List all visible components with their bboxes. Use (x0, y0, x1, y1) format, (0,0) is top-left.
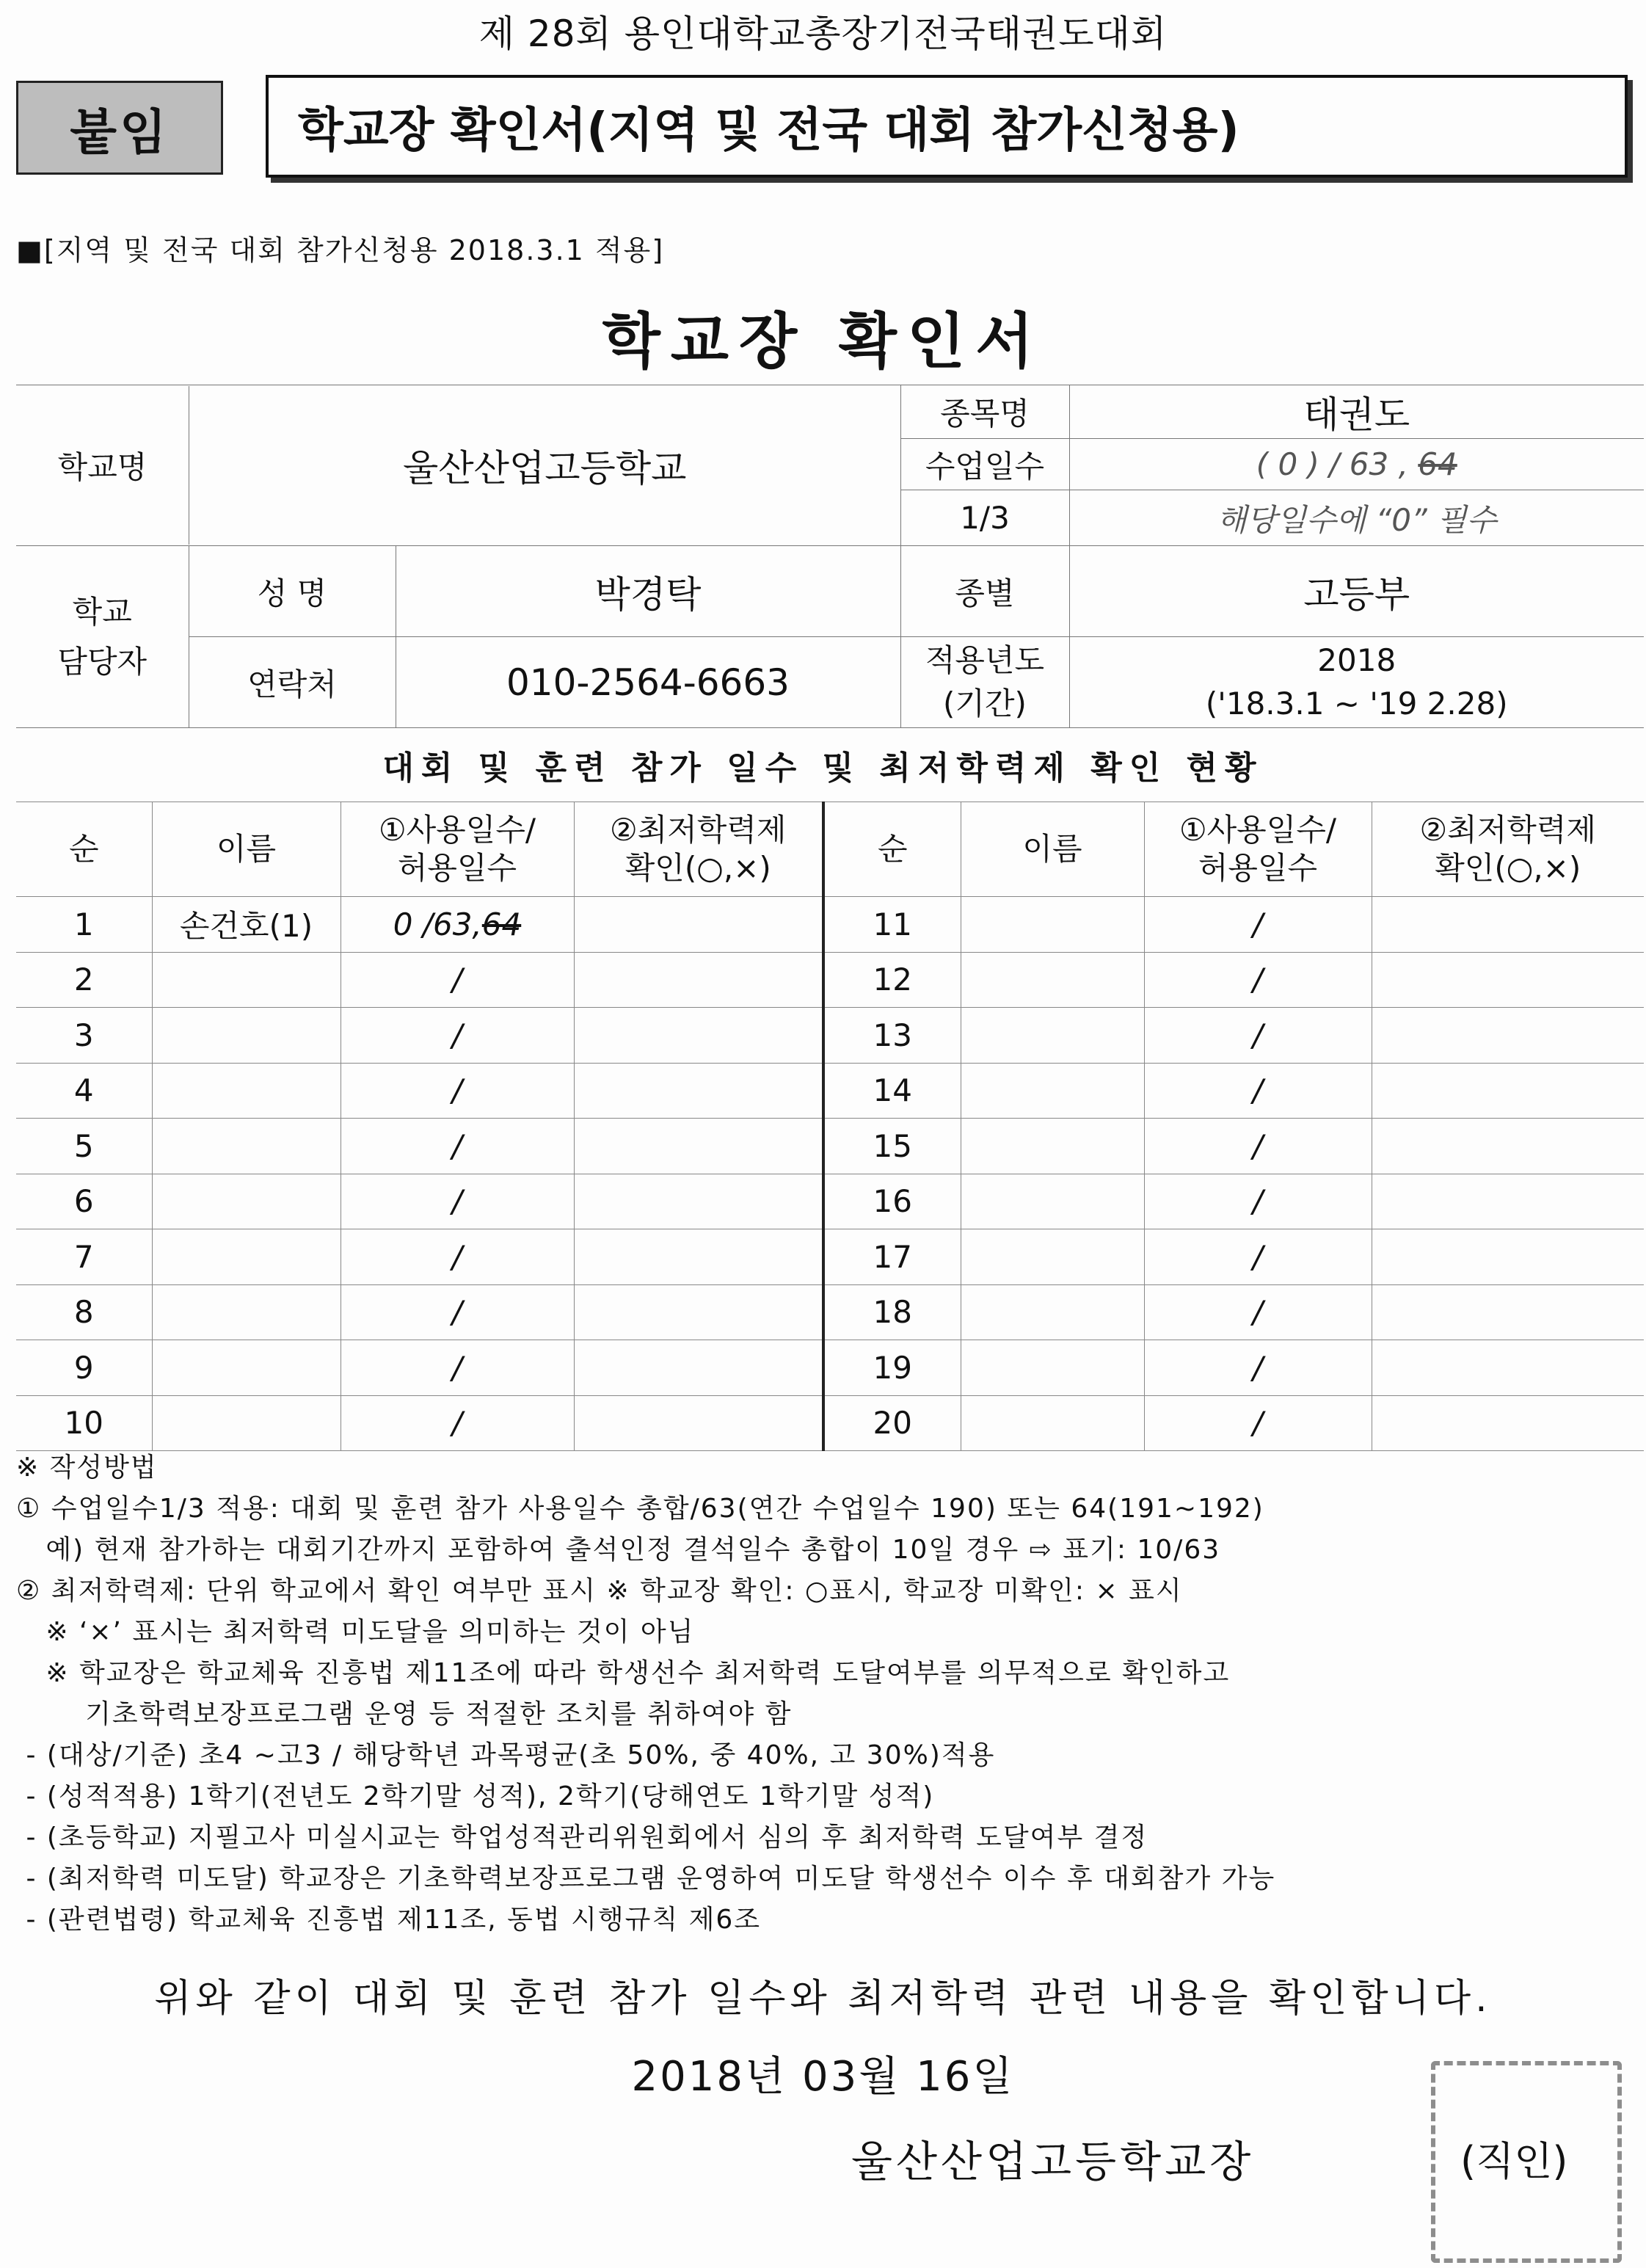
confirmation-statement: 위와 같이 대회 및 훈련 참가 일수와 최저학력 관련 내용을 확인합니다. (154, 1977, 1492, 2021)
header-days-line2: 허용일수 (1198, 850, 1318, 886)
header-days (341, 802, 574, 897)
row-no: 12 (823, 952, 961, 1008)
row-check (1372, 952, 1644, 1008)
guide-line: - (관련법령) 학교체육 진흥법 제11조, 동법 시행규칙 제6조 (16, 1905, 762, 1935)
row-check (1372, 1008, 1644, 1064)
row-name (961, 1340, 1144, 1396)
row-no: 7 (16, 1229, 152, 1285)
row-check (1372, 1395, 1644, 1451)
participation-table (16, 802, 1644, 1451)
row-no: 20 (823, 1395, 961, 1451)
row-no: 13 (823, 1008, 961, 1064)
row-check (574, 1340, 823, 1396)
row-name (961, 1008, 1144, 1064)
form-heading: 학교장 확인서(지역 및 전국 대회 참가신청용) (266, 75, 1628, 178)
row-no: 9 (16, 1340, 152, 1396)
row-name (961, 1229, 1144, 1285)
contact-label: 연락처 (189, 637, 396, 728)
row-no: 19 (823, 1340, 961, 1396)
row-name (152, 1340, 341, 1396)
row-days (341, 897, 574, 953)
table-row (16, 1119, 1644, 1174)
class-days-struck: 64 (1418, 446, 1457, 482)
row-name: 손건호(1) (152, 897, 341, 953)
row-name (152, 952, 341, 1008)
row-days: / (1144, 1340, 1372, 1396)
row-days: / (1144, 1174, 1372, 1229)
school-info-table (16, 385, 1644, 728)
row-no: 15 (823, 1119, 961, 1174)
header-no: 순 (823, 802, 961, 897)
row-check (574, 897, 823, 953)
year-value (1069, 637, 1644, 728)
guide-line: ※ 학교장은 학교체육 진흥법 제11조에 따라 학생선수 최저학력 도달여부를 의무적으로 확인하고 (16, 1658, 1231, 1688)
person-name-label: 성 명 (189, 546, 396, 637)
row-name (961, 1284, 1144, 1340)
row-days (341, 1395, 574, 1451)
row-days (341, 1119, 574, 1174)
row-days (341, 1008, 574, 1064)
seal-label: (직인) (1460, 2138, 1568, 2184)
row-days-value: / (451, 1238, 463, 1275)
principal-title: 울산산업고등학교장 (851, 2137, 1255, 2187)
row-no: 16 (823, 1174, 961, 1229)
row-name (961, 952, 1144, 1008)
guide-line: 기초학력보장프로그램 운영 등 적절한 조치를 취하여야 함 (16, 1699, 793, 1729)
row-days-value: / (451, 962, 463, 998)
row-days (341, 952, 574, 1008)
table-row (16, 1229, 1644, 1285)
row-check (1372, 1063, 1644, 1119)
division-value: 고등부 (1069, 546, 1644, 637)
header-no: 순 (16, 802, 152, 897)
year-label-line1: 적용년도 (925, 641, 1045, 678)
table-row (16, 1284, 1644, 1340)
row-days: / (1144, 952, 1372, 1008)
row-name (961, 1119, 1144, 1174)
table-row (16, 897, 1644, 953)
row-days-value: / (451, 1017, 463, 1053)
guide-line: ② 최저학력제: 단위 학교에서 확인 여부만 표시 ※ 학교장 확인: ○표시, 학교장 미확인: × 표시 (16, 1576, 1183, 1606)
row-days: / (1144, 897, 1372, 953)
guide-section (16, 1447, 1275, 1941)
row-check (1372, 1119, 1644, 1174)
row-no: 10 (16, 1395, 152, 1451)
header-days-line1: ①사용일수/ (378, 811, 536, 848)
row-no: 8 (16, 1284, 152, 1340)
header-name: 이름 (961, 802, 1144, 897)
table-header-row (16, 802, 1644, 897)
header-check-line2: 확인(○,×) (1435, 850, 1581, 886)
row-no: 1 (16, 897, 152, 953)
fraction-note: 해당일수에 “0” 필수 (1069, 490, 1644, 546)
school-name-value: 울산산업고등학교 (403, 447, 687, 490)
guide-line: ① 수업일수1/3 적용: 대회 및 훈련 참가 사용일수 총합/63(연간 수업일수 190) 또는 64(191~192) (16, 1494, 1264, 1524)
row-check (574, 1174, 823, 1229)
row-check (574, 1063, 823, 1119)
header-check-line2: 확인(○,×) (624, 850, 771, 886)
header-name: 이름 (152, 802, 341, 897)
person-name-value: 박경탁 (396, 546, 900, 637)
guide-line: - (초등학교) 지필고사 미실시교는 학업성적관리위원회에서 심의 후 최저학력 도달여부 결정 (16, 1822, 1148, 1853)
row-no: 18 (823, 1284, 961, 1340)
row-days: / (1144, 1063, 1372, 1119)
header-check-line1: ②최저학력제 (609, 811, 787, 848)
guide-line: - (성적적용) 1학기(전년도 2학기말 성적), 2학기(당해연도 1학기말 성적) (16, 1781, 935, 1811)
header-days-line1: ①사용일수/ (1179, 811, 1337, 848)
manager-label (16, 546, 189, 728)
row-days: / (1144, 1008, 1372, 1064)
row-check (1372, 1284, 1644, 1340)
year-text: 2018 (1317, 641, 1396, 678)
class-days-value (1069, 439, 1644, 490)
manager-label-line1: 학교 (72, 594, 132, 630)
table-row (16, 952, 1644, 1008)
guide-line: - (대상/기준) 초4 ~고3 / 해당학년 과목평균(초 50%, 중 40%, 고 30%)적용 (16, 1740, 996, 1770)
row-no: 2 (16, 952, 152, 1008)
row-name (152, 1008, 341, 1064)
sport-value: 태권도 (1069, 385, 1644, 439)
row-name (152, 1229, 341, 1285)
row-check (1372, 1174, 1644, 1229)
row-name (961, 1395, 1144, 1451)
row-name (961, 1174, 1144, 1229)
row-days (341, 1229, 574, 1285)
row-days-value: / (451, 1072, 463, 1109)
document-title: 학교장 확인서 (602, 307, 1044, 377)
row-name (961, 897, 1144, 953)
row-check (1372, 1340, 1644, 1396)
year-label-line2: (기간) (943, 685, 1027, 722)
contact-value: 010-2564-6663 (396, 637, 900, 728)
header-days (1144, 802, 1372, 897)
row-name (961, 1063, 1144, 1119)
row-name (152, 1119, 341, 1174)
section-title: 대회 및 훈련 참가 일수 및 최저학력제 확인 현황 (382, 749, 1264, 787)
class-days-label: 수업일수 (900, 439, 1069, 490)
event-title: 제 28회 용인대학교총장기전국태권도대회 (478, 12, 1168, 55)
table-row (16, 1063, 1644, 1119)
note-line: ■[지역 및 전국 대회 참가신청용 2018.3.1 적용] (16, 234, 665, 266)
school-name-area (16, 385, 900, 546)
row-days-value: 0 /63, (393, 906, 482, 942)
row-days (341, 1063, 574, 1119)
row-check (574, 1395, 823, 1451)
period-text: ('18.3.1 ~ '19 2.28) (1205, 685, 1508, 722)
row-name (152, 1395, 341, 1451)
header-check-line1: ②최저학력제 (1419, 811, 1596, 848)
row-check (574, 952, 823, 1008)
row-no: 5 (16, 1119, 152, 1174)
row-name (152, 1284, 341, 1340)
row-days-value: / (451, 1349, 463, 1386)
row-days-value: / (451, 1127, 463, 1164)
guide-line: ※ ‘×’ 표시는 최저학력 미도달을 의미하는 것이 아님 (16, 1617, 695, 1647)
row-no: 14 (823, 1063, 961, 1119)
row-check (574, 1229, 823, 1285)
table-row (16, 1008, 1644, 1064)
manager-label-line2: 담당자 (57, 643, 148, 680)
guide-lines (16, 1489, 1275, 1941)
row-check (574, 1284, 823, 1340)
row-check (574, 1119, 823, 1174)
table-row (16, 1174, 1644, 1229)
row-check (1372, 1229, 1644, 1285)
row-days: / (1144, 1229, 1372, 1285)
guide-line: 예) 현재 참가하는 대회기간까지 포함하여 출석인정 결석일수 총합이 10일 경우 ⇨ 표기: 10/63 (16, 1535, 1221, 1565)
year-label (900, 637, 1069, 728)
row-name (152, 1063, 341, 1119)
row-no: 11 (823, 897, 961, 953)
row-days-value: / (451, 1183, 463, 1220)
header-check (1372, 802, 1644, 897)
row-no: 4 (16, 1063, 152, 1119)
row-check (574, 1008, 823, 1064)
row-days: / (1144, 1284, 1372, 1340)
row-days (341, 1174, 574, 1229)
table-row (16, 1340, 1644, 1396)
guide-title: ※ 작성방법 (16, 1453, 158, 1483)
sport-label: 종목명 (900, 385, 1069, 439)
row-days (341, 1284, 574, 1340)
class-days-text: ( 0 ) / 63 , (1256, 446, 1408, 482)
row-days-value: / (451, 1405, 463, 1442)
row-days-value: / (451, 1294, 463, 1331)
header-check (574, 802, 823, 897)
row-name (152, 1174, 341, 1229)
row-days (341, 1340, 574, 1396)
division-label: 종별 (900, 546, 1069, 637)
row-check (1372, 897, 1644, 953)
table-row (16, 1395, 1644, 1451)
attachment-label: 붙임 (16, 81, 223, 175)
fraction-label: 1/3 (900, 490, 1069, 546)
guide-line: - (최저학력 미도달) 학교장은 기초학력보장프로그램 운영하여 미도달 학생선수 이수 후 대회참가 가능 (16, 1864, 1276, 1894)
header-days-line2: 허용일수 (397, 850, 517, 886)
issue-date: 2018년 03월 16일 (631, 2053, 1015, 2101)
row-no: 6 (16, 1174, 152, 1229)
row-days: / (1144, 1395, 1372, 1451)
row-days: / (1144, 1119, 1372, 1174)
school-name-label: 학교명 (16, 386, 189, 545)
row-no: 3 (16, 1008, 152, 1064)
row-no: 17 (823, 1229, 961, 1285)
row-days-struck: 64 (481, 906, 522, 942)
